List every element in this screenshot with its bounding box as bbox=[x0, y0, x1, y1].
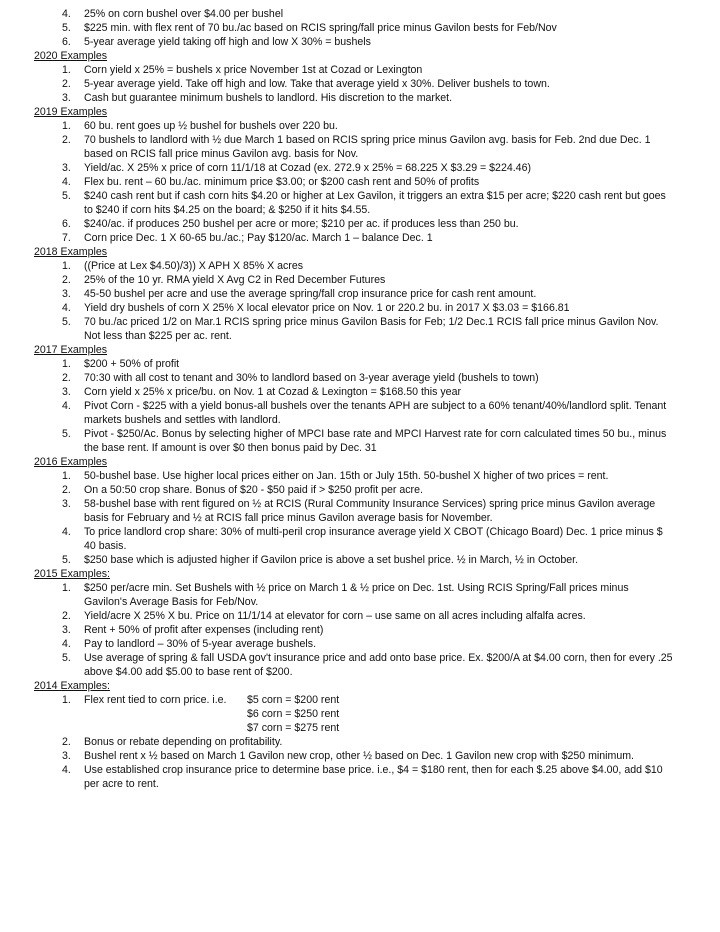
list-item bbox=[34, 749, 674, 763]
list-item-number: 3. bbox=[62, 750, 71, 762]
section-1 bbox=[34, 49, 674, 105]
section-heading: 2014 Examples: bbox=[34, 680, 110, 692]
list-item-text: 70 bushels to landlord with ½ due March 1 based on RCIS spring price minus Gavilon avg. basis for Feb. 2nd due Dec. 1 based on RCIS fall price minus Gavilon avg. basis for Nov. bbox=[84, 134, 651, 160]
example-list bbox=[34, 63, 674, 105]
list-item-number: 1. bbox=[62, 64, 71, 76]
list-item-text: $225 min. with flex rent of 70 bu./ac based on RCIS spring/fall price minus Gavilon bests for Feb/Nov bbox=[84, 22, 557, 34]
list-item-number: 2. bbox=[62, 484, 71, 496]
list-item-text: 45-50 bushel per acre and use the average spring/fall crop insurance price for cash rent amount. bbox=[84, 288, 537, 300]
document-body bbox=[34, 7, 674, 791]
section-5 bbox=[34, 455, 674, 567]
list-item bbox=[34, 77, 674, 91]
example-list bbox=[34, 469, 674, 567]
list-item-text: 50-bushel base. Use higher local prices either on Jan. 15th or July 15th. 50-bushel X higher of two prices = rent. bbox=[84, 470, 609, 482]
list-item-text: $250 base which is adjusted higher if Gavilon price is above a set bushel price. ½ in March, ½ in October. bbox=[84, 554, 579, 566]
list-item-text: 70 bu./ac priced 1/2 on Mar.1 RCIS spring price minus Gavilon Basis for Feb; 1/2 Dec.1 RCIS fall price minus Gavilon Nov. Not less than $225 per ac. rent. bbox=[84, 316, 659, 342]
list-item-text: $240 cash rent but if cash corn hits $4.20 or higher at Lex Gavilon, it triggers an extra $15 per acre; $220 cash rent but goes to $240 if corn hits $4.25 on the board; & $250 if it hits $4.55. bbox=[84, 190, 666, 216]
list-item-text: Corn yield x 25% = bushels x price November 1st at Cozad or Lexington bbox=[84, 64, 423, 76]
list-item-text: 60 bu. rent goes up ½ bushel for bushels over 220 bu. bbox=[84, 120, 338, 132]
list-item-text: Cash but guarantee minimum bushels to landlord. His discretion to the market. bbox=[84, 92, 453, 104]
list-item-number: 3. bbox=[62, 498, 71, 510]
list-item-number: 4. bbox=[62, 400, 71, 412]
list-item-number: 7. bbox=[62, 232, 71, 244]
list-item bbox=[34, 231, 674, 245]
list-item bbox=[34, 175, 674, 189]
list-item-number: 3. bbox=[62, 624, 71, 636]
list-item bbox=[34, 161, 674, 175]
list-item-number: 1. bbox=[62, 358, 71, 370]
list-item-number: 5. bbox=[62, 22, 71, 34]
list-item-number: 3. bbox=[62, 386, 71, 398]
section-heading: 2020 Examples bbox=[34, 50, 108, 62]
list-item-text: $250 per/acre min. Set Bushels with ½ price on March 1 & ½ price on Dec. 1st. Using RCIS Spring/Fall prices minus Gavilon's Average Basis for Feb/Nov. bbox=[84, 582, 629, 608]
list-item bbox=[34, 399, 674, 427]
section-heading: 2018 Examples bbox=[34, 246, 108, 258]
list-item bbox=[34, 273, 674, 287]
list-item bbox=[34, 651, 674, 679]
list-item bbox=[34, 581, 674, 609]
list-item-text: Pay to landlord – 30% of 5-year average bushels. bbox=[84, 638, 317, 650]
list-item bbox=[34, 497, 674, 525]
list-item-text: 58-bushel base with rent figured on ½ at RCIS (Rural Community Insurance Services) spring price minus Gavilon average basis for February and ½ at RCIS fall price minus Gavilon average basis for November. bbox=[84, 498, 656, 524]
list-item bbox=[34, 357, 674, 371]
list-item-number: 1. bbox=[62, 120, 71, 132]
flex-rent-value: $7 corn = $275 rent bbox=[247, 722, 340, 734]
list-item-text: 70:30 with all cost to tenant and 30% to landlord based on 3-year average yield (bushels to town) bbox=[84, 372, 539, 384]
list-item bbox=[34, 385, 674, 399]
list-item-number: 2. bbox=[62, 134, 71, 146]
list-item-number: 1. bbox=[62, 582, 71, 594]
list-item-text: ((Price at Lex $4.50)/3)) X APH X 85% X acres bbox=[84, 260, 304, 272]
list-item bbox=[34, 301, 674, 315]
list-item-text: $200 + 50% of profit bbox=[84, 358, 180, 370]
flex-rent-table bbox=[84, 693, 674, 735]
section-3 bbox=[34, 245, 674, 343]
list-item-number: 5. bbox=[62, 428, 71, 440]
list-item-number: 2. bbox=[62, 736, 71, 748]
list-item-number: 4. bbox=[62, 302, 71, 314]
list-item-number: 4. bbox=[62, 8, 71, 20]
list-item-text: Bushel rent x ½ based on March 1 Gavilon new crop, other ½ based on Dec. 1 Gavilon new crop with $250 minimum. bbox=[84, 750, 634, 762]
section-4 bbox=[34, 343, 674, 455]
list-item-text: Pivot - $250/Ac. Bonus by selecting higher of MPCI base rate and MPCI Harvest rate for corn calculated times 50 bu., minus the base rent. If amount is over $0 then bonus paid by Dec. 31 bbox=[84, 428, 667, 454]
flex-rent-row bbox=[84, 721, 674, 735]
section-heading: 2017 Examples bbox=[34, 344, 108, 356]
list-item bbox=[34, 133, 674, 161]
list-item-number: 1. bbox=[62, 470, 71, 482]
flex-rent-value: $5 corn = $200 rent bbox=[247, 694, 340, 706]
list-item bbox=[34, 35, 674, 49]
list-item bbox=[34, 469, 674, 483]
section-6 bbox=[34, 567, 674, 679]
list-item-text: Corn price Dec. 1 X 60-65 bu./ac.; Pay $120/ac. March 1 – balance Dec. 1 bbox=[84, 232, 433, 244]
list-item-text: Yield/acre X 25% X bu. Price on 11/1/14 at elevator for corn – use same on all acres including alfalfa acres. bbox=[84, 610, 586, 622]
list-item bbox=[34, 217, 674, 231]
list-item bbox=[34, 427, 674, 455]
list-item-number: 5. bbox=[62, 190, 71, 202]
section-heading: 2016 Examples bbox=[34, 456, 108, 468]
list-item-text: Pivot Corn - $225 with a yield bonus-all bushels over the tenants APH are subject to a 60% tenant/40%/landlord split. Tenant markets bushels and settles with landlord. bbox=[84, 400, 667, 426]
list-item bbox=[34, 91, 674, 105]
list-item bbox=[34, 21, 674, 35]
list-item-text: Yield/ac. X 25% x price of corn 11/1/18 at Cozad (ex. 272.9 x 25% = 68.225 X $3.29 = $224.46) bbox=[84, 162, 531, 174]
section-heading: 2019 Examples bbox=[34, 106, 108, 118]
list-item-number: 4. bbox=[62, 764, 71, 776]
list-item bbox=[34, 483, 674, 497]
list-item bbox=[34, 287, 674, 301]
list-item-text: 25% on corn bushel over $4.00 per bushel bbox=[84, 8, 284, 20]
list-item bbox=[34, 525, 674, 553]
example-list bbox=[34, 259, 674, 343]
list-item-text: Flex bu. rent – 60 bu./ac. minimum price $3.00; or $200 cash rent and 50% of profits bbox=[84, 176, 480, 188]
list-item-text: 5-year average yield taking off high and low X 30% = bushels bbox=[84, 36, 371, 48]
list-item-number: 2. bbox=[62, 610, 71, 622]
list-item-number: 4. bbox=[62, 526, 71, 538]
flex-rent-row bbox=[84, 693, 674, 707]
list-item-text: Yield dry bushels of corn X 25% X local elevator price on Nov. 1 or 220.2 bu. in 2017 X $3.03 = $166.81 bbox=[84, 302, 570, 314]
flex-rent-row bbox=[84, 707, 674, 721]
example-list bbox=[34, 581, 674, 679]
section-2 bbox=[34, 105, 674, 245]
list-item-number: 3. bbox=[62, 162, 71, 174]
list-item-number: 1. bbox=[62, 694, 71, 706]
list-item-text: To price landlord crop share: 30% of multi-peril crop insurance average yield X CBOT (Chicago Board) Dec. 1 price minus $ 40 basis. bbox=[84, 526, 663, 552]
section-0 bbox=[34, 7, 674, 49]
list-item-text: On a 50:50 crop share. Bonus of $20 - $50 paid if > $250 profit per acre. bbox=[84, 484, 423, 496]
list-item-number: 2. bbox=[62, 372, 71, 384]
section-7 bbox=[34, 679, 674, 791]
list-item-text: $240/ac. if produces 250 bushel per acre or more; $210 per ac. if produces less than 250 bu. bbox=[84, 218, 519, 230]
list-item-number: 4. bbox=[62, 638, 71, 650]
list-item bbox=[34, 189, 674, 217]
list-item bbox=[34, 735, 674, 749]
example-list bbox=[34, 119, 674, 245]
list-item-number: 6. bbox=[62, 218, 71, 230]
list-item-number: 3. bbox=[62, 288, 71, 300]
list-item-number: 2. bbox=[62, 274, 71, 286]
list-item-text: Rent + 50% of profit after expenses (including rent) bbox=[84, 624, 324, 636]
list-item-number: 5. bbox=[62, 554, 71, 566]
list-item-text: Corn yield x 25% x price/bu. on Nov. 1 at Cozad & Lexington = $168.50 this year bbox=[84, 386, 461, 398]
list-item bbox=[34, 315, 674, 343]
flex-rent-value: $6 corn = $250 rent bbox=[247, 708, 340, 720]
list-item bbox=[34, 63, 674, 77]
list-item bbox=[34, 259, 674, 273]
list-item bbox=[34, 553, 674, 567]
example-list bbox=[34, 357, 674, 455]
list-item bbox=[34, 763, 674, 791]
list-item-number: 2. bbox=[62, 78, 71, 90]
section-heading: 2015 Examples: bbox=[34, 568, 110, 580]
list-item-number: 4. bbox=[62, 176, 71, 188]
list-item bbox=[34, 119, 674, 133]
list-item-number: 1. bbox=[62, 260, 71, 272]
list-item bbox=[34, 371, 674, 385]
example-list bbox=[34, 7, 674, 49]
list-item-text: Use average of spring & fall USDA gov't insurance price and add onto base price. Ex. $200/A at $4.00 corn, then for every .25 above $4.00 add $5.00 to base rent of $200. bbox=[84, 652, 673, 678]
example-list bbox=[34, 693, 674, 791]
list-item-text: 25% of the 10 yr. RMA yield X Avg C2 in Red December Futures bbox=[84, 274, 386, 286]
flex-rent-label: Flex rent tied to corn price. i.e. bbox=[84, 694, 227, 706]
list-item bbox=[34, 7, 674, 21]
list-item-text: Use established crop insurance price to determine base price. i.e., $4 = $180 rent, then for each $.25 above $4.00, add $10 per acre to rent. bbox=[84, 764, 663, 790]
list-item-number: 5. bbox=[62, 316, 71, 328]
list-item-text: Bonus or rebate depending on profitability. bbox=[84, 736, 283, 748]
list-item bbox=[34, 693, 674, 735]
list-item-text: 5-year average yield. Take off high and low. Take that average yield x 30%. Deliver bushels to town. bbox=[84, 78, 550, 90]
list-item bbox=[34, 637, 674, 651]
list-item-number: 6. bbox=[62, 36, 71, 48]
list-item bbox=[34, 623, 674, 637]
list-item-number: 3. bbox=[62, 92, 71, 104]
list-item bbox=[34, 609, 674, 623]
list-item-number: 5. bbox=[62, 652, 71, 664]
